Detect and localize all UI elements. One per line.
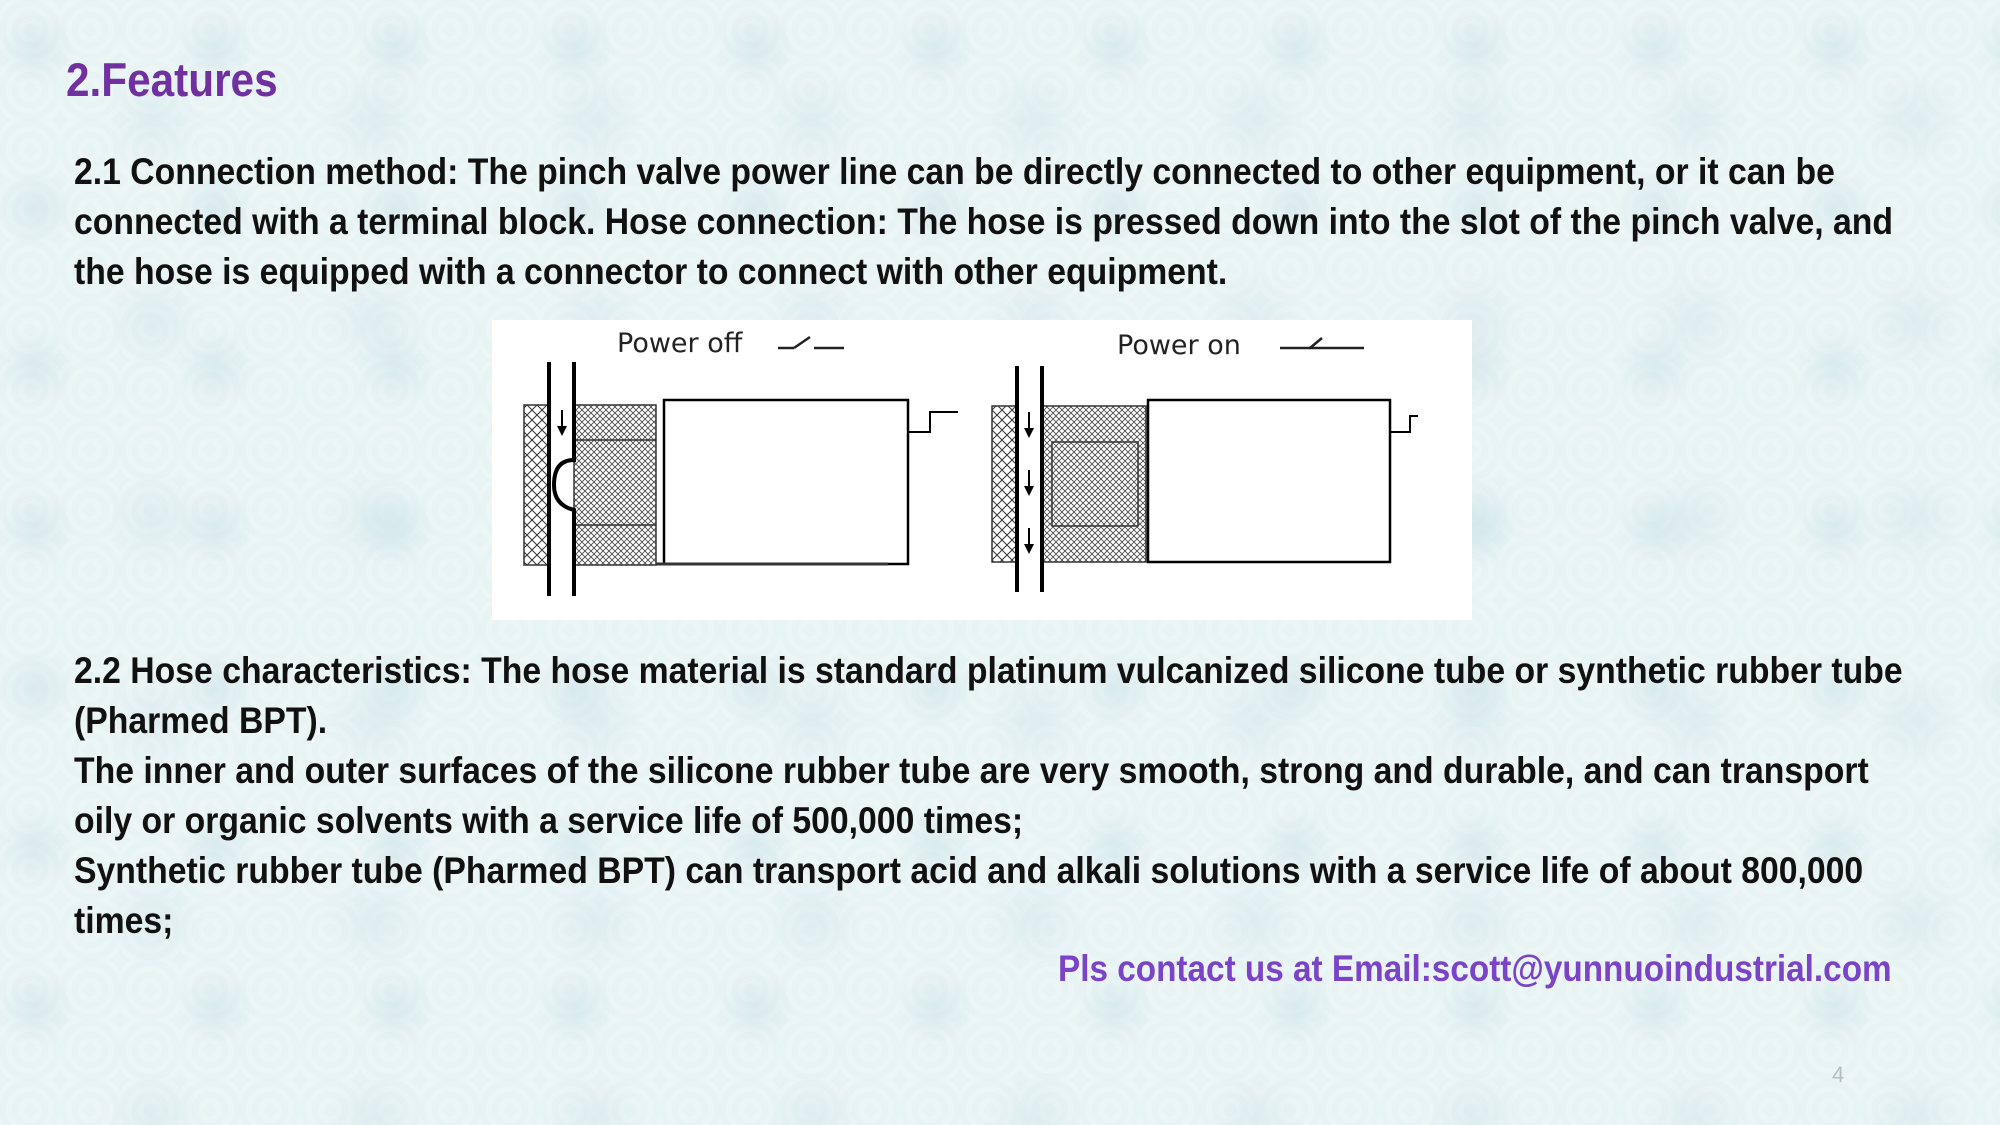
- valve-on-drawing: [992, 366, 1418, 592]
- power-on-label: Power on: [1117, 330, 1241, 361]
- switch-open-icon: [778, 337, 844, 348]
- hose-characteristics-paragraph: [74, 645, 1903, 945]
- slide-title: 2.Features: [66, 53, 278, 106]
- power-off-label: Power off: [617, 328, 743, 359]
- paragraph-line: connected with a terminal block. Hose connection: The hose is pressed down into the slot of the pinch valve, and: [74, 200, 1894, 242]
- paragraph-line: 2.1 Connection method: The pinch valve power line can be directly connected to other equipment, or it can be: [74, 150, 1835, 192]
- paragraph-line: Synthetic rubber tube (Pharmed BPT) can transport acid and alkali solutions with a service life of about 800,000: [74, 849, 1864, 891]
- valve-off-drawing: [524, 362, 958, 596]
- connection-method-paragraph: [74, 146, 1894, 296]
- paragraph-line: 2.2 Hose characteristics: The hose material is standard platinum vulcanized silicone tube or synthetic rubber tube: [74, 649, 1903, 691]
- paragraph-line: The inner and outer surfaces of the silicone rubber tube are very smooth, strong and durable, and can transport: [74, 749, 1869, 791]
- page-number: 4: [1832, 1062, 1845, 1087]
- paragraph-line: times;: [74, 899, 174, 941]
- pinch-valve-diagram: [492, 320, 1472, 620]
- paragraph-line: oily or organic solvents with a service life of 500,000 times;: [74, 799, 1024, 841]
- paragraph-line: the hose is equipped with a connector to connect with other equipment.: [74, 250, 1228, 292]
- paragraph-line: (Pharmed BPT).: [74, 699, 328, 741]
- contact-email: Pls contact us at Email:scott@yunnuoindustrial.com: [1058, 948, 1892, 989]
- switch-closed-icon: [1280, 338, 1364, 348]
